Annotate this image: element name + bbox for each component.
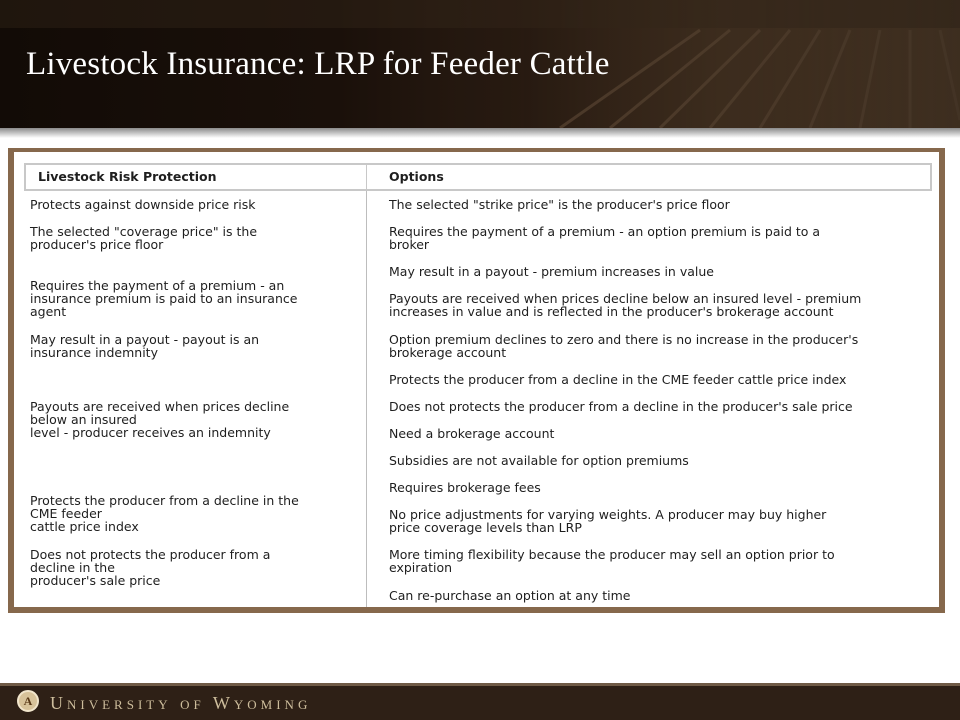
- lrp-cell: Does not protects the producer from a decline in the producer's sale price: [30, 547, 271, 588]
- slide-title: Livestock Insurance: LRP for Feeder Cattle: [26, 46, 610, 82]
- header-banner: [0, 0, 960, 128]
- options-cell: May result in a payout - premium increases in value: [389, 264, 714, 279]
- options-cell: Payouts are received when prices decline below an insured level - premium increases in value and is reflected in the producer's brokerage account: [389, 291, 862, 319]
- university-name: University of Wyoming: [50, 693, 312, 713]
- header-livestock-risk-protection: Livestock Risk Protection: [38, 169, 217, 184]
- options-cell: Requires brokerage fees: [389, 480, 541, 495]
- options-cell: Option premium declines to zero and there is no increase in the producer's brokerage account: [389, 332, 859, 360]
- options-cell: Can re-purchase an option at any time: [389, 588, 631, 603]
- header-divider: [366, 163, 367, 191]
- seal-letter: A: [23, 694, 33, 708]
- university-seal-icon: [17, 690, 39, 712]
- lrp-cell: Payouts are received when prices decline below an insured level - producer receives an indemnity: [30, 399, 290, 440]
- banner-shadow: [0, 128, 960, 138]
- lrp-cell: May result in a payout - payout is an insurance indemnity: [30, 332, 260, 360]
- options-cell: Does not protects the producer from a decline in the producer's sale price: [389, 399, 853, 414]
- options-cell: The selected "strike price" is the producer's price floor: [389, 197, 730, 212]
- options-cell: No price adjustments for varying weights. A producer may buy higher price coverage levels than LRP: [389, 507, 827, 535]
- lrp-cell: Protects against downside price risk: [30, 197, 256, 212]
- lrp-cell: Requires the payment of a premium - an insurance premium is paid to an insurance agent: [30, 278, 298, 319]
- column-divider: [366, 191, 367, 607]
- options-cell: More timing flexibility because the producer may sell an option prior to expiration: [389, 547, 835, 575]
- options-cell: Requires the payment of a premium - an option premium is paid to a broker: [389, 224, 821, 252]
- lrp-cell: Protects the producer from a decline in the CME feeder cattle price index: [30, 493, 299, 534]
- options-cell: Need a brokerage account: [389, 426, 555, 441]
- options-cell: Protects the producer from a decline in the CME feeder cattle price index: [389, 372, 847, 387]
- lrp-cell: The selected "coverage price" is the producer's price floor: [30, 224, 258, 252]
- options-cell: Subsidies are not available for option premiums: [389, 453, 689, 468]
- header-options: Options: [389, 169, 444, 184]
